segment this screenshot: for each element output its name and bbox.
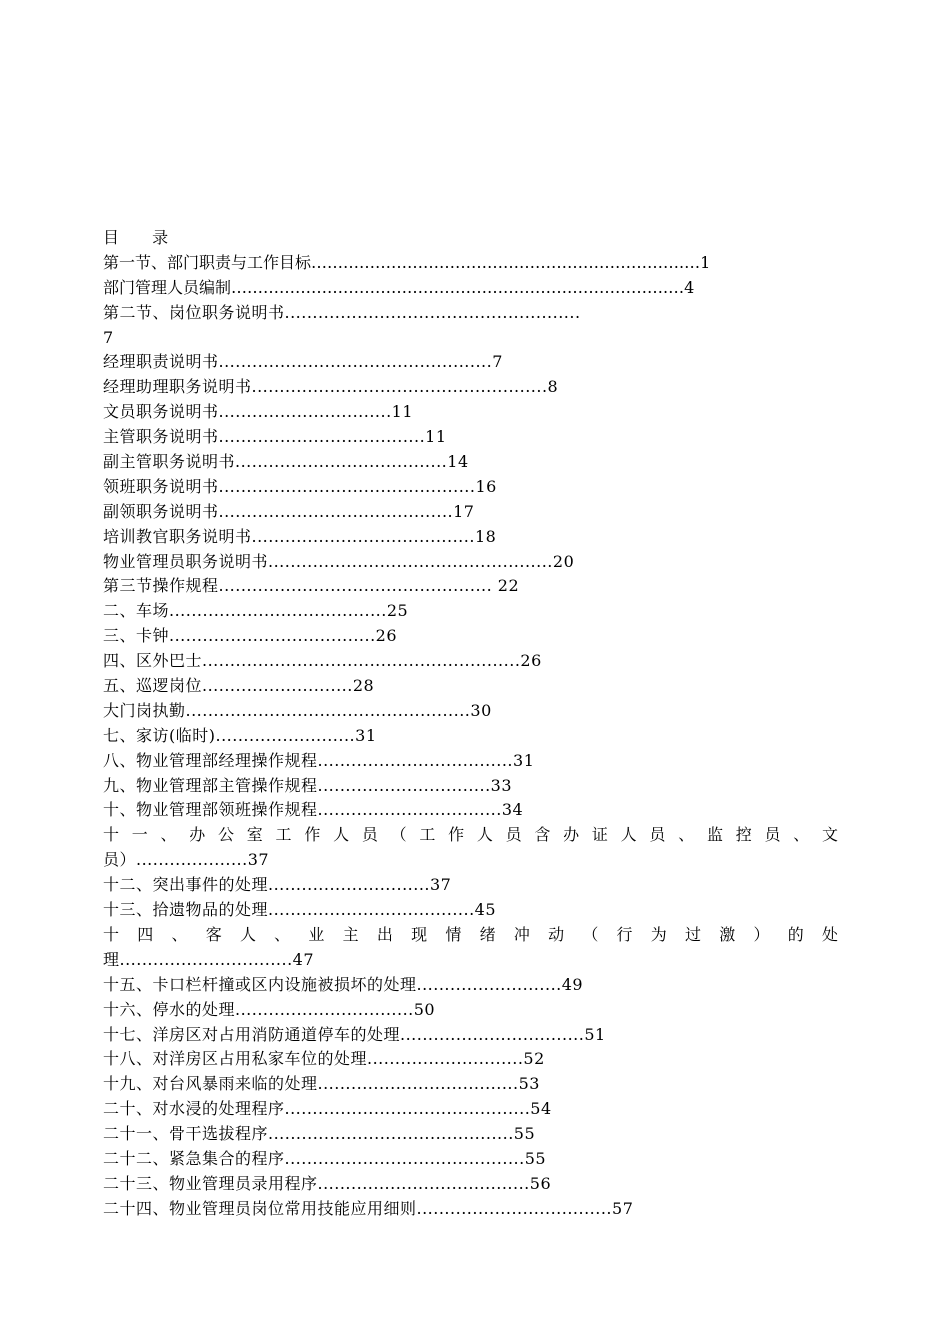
toc-entry: 二十四、物业管理员岗位常用技能应用细则...................................57 — [103, 1198, 634, 1218]
toc-entry: 大门岗执勤...................................................30 — [103, 700, 492, 720]
toc-entry: 四、区外巴士.........................................................26 — [103, 651, 542, 671]
toc-entry: 主管职务说明书.....................................11 — [103, 427, 447, 447]
toc-entry: 十二、突出事件的处理.............................37 — [103, 875, 452, 895]
toc-entry: 十三、拾遗物品的处理.....................................45 — [103, 900, 497, 920]
toc-entry: 八、物业管理部经理操作规程...................................31 — [103, 750, 535, 770]
toc-entry: 培训教官职务说明书........................................18 — [103, 526, 497, 546]
toc-entry: 经理职责说明书.................................................7 — [103, 352, 503, 372]
toc-entry: 二十一、骨干选拔程序............................................55 — [103, 1124, 536, 1144]
toc-entry-continuation: 员）....................37 — [103, 850, 270, 870]
toc-entry: 二十三、物业管理员录用程序......................................56 — [103, 1173, 552, 1193]
toc-entry: 物业管理员职务说明书...................................................20 — [103, 551, 575, 571]
toc-entry: 十、物业管理部领班操作规程.................................34 — [103, 800, 524, 820]
toc-entry: 十九、对台风暴雨来临的处理....................................53 — [103, 1074, 540, 1094]
toc-entry: 九、物业管理部主管操作规程...............................33 — [103, 775, 513, 795]
toc-entry: 二十二、紧急集合的程序...........................................55 — [103, 1148, 547, 1168]
toc-entry: 第三节操作规程................................................. 22 — [103, 576, 520, 596]
toc-entry: 十一、办公室工作人员（工作人员含办证人员、监控员、文 — [103, 825, 838, 845]
toc-entry: 部门管理人员编制……………………………………………………………………….…4 — [103, 277, 695, 297]
toc-title: 目 录 — [103, 228, 183, 247]
toc-entry: 十六、停水的处理................................50 — [103, 999, 436, 1019]
toc-entry: 经理助理职务说明书.....................................................8 — [103, 377, 559, 397]
toc-entry: 二、车场.......................................25 — [103, 601, 409, 621]
toc-entry-continuation: 7 — [103, 327, 114, 347]
toc-entry: 文员职务说明书...............................11 — [103, 402, 414, 422]
toc-entry-continuation: 理...............................47 — [103, 949, 315, 969]
toc-entry: 领班职务说明书..............................................16 — [103, 476, 497, 496]
toc-entry: 副主管职务说明书......................................14 — [103, 452, 469, 472]
toc-entry: 第二节、岗位职务说明书..................................................... — [103, 302, 581, 322]
toc-entry: 第一节、部门职责与工作目标…………………………………………………………….…1 — [103, 252, 711, 272]
toc-entry: 十八、对洋房区占用私家车位的处理............................52 — [103, 1049, 545, 1069]
toc-entry: 七、家访(临时).........................31 — [103, 725, 377, 745]
document-page — [103, 226, 838, 1222]
toc-entry: 三、卡钟.....................................26 — [103, 626, 398, 646]
toc-entry: 五、巡逻岗位...........................28 — [103, 676, 375, 696]
toc-entry: 十四、客人、业主出现情绪冲动（行为过激）的处 — [103, 924, 838, 944]
toc-entry: 二十、对水浸的处理程序............................................54 — [103, 1099, 552, 1119]
toc-entry: 十七、洋房区对占用消防通道停车的处理.................................51 — [103, 1024, 606, 1044]
toc-entry: 十五、卡口栏杆撞或区内设施被损坏的处理..........................49 — [103, 974, 584, 994]
toc-entry: 副领职务说明书..........................................17 — [103, 501, 475, 521]
